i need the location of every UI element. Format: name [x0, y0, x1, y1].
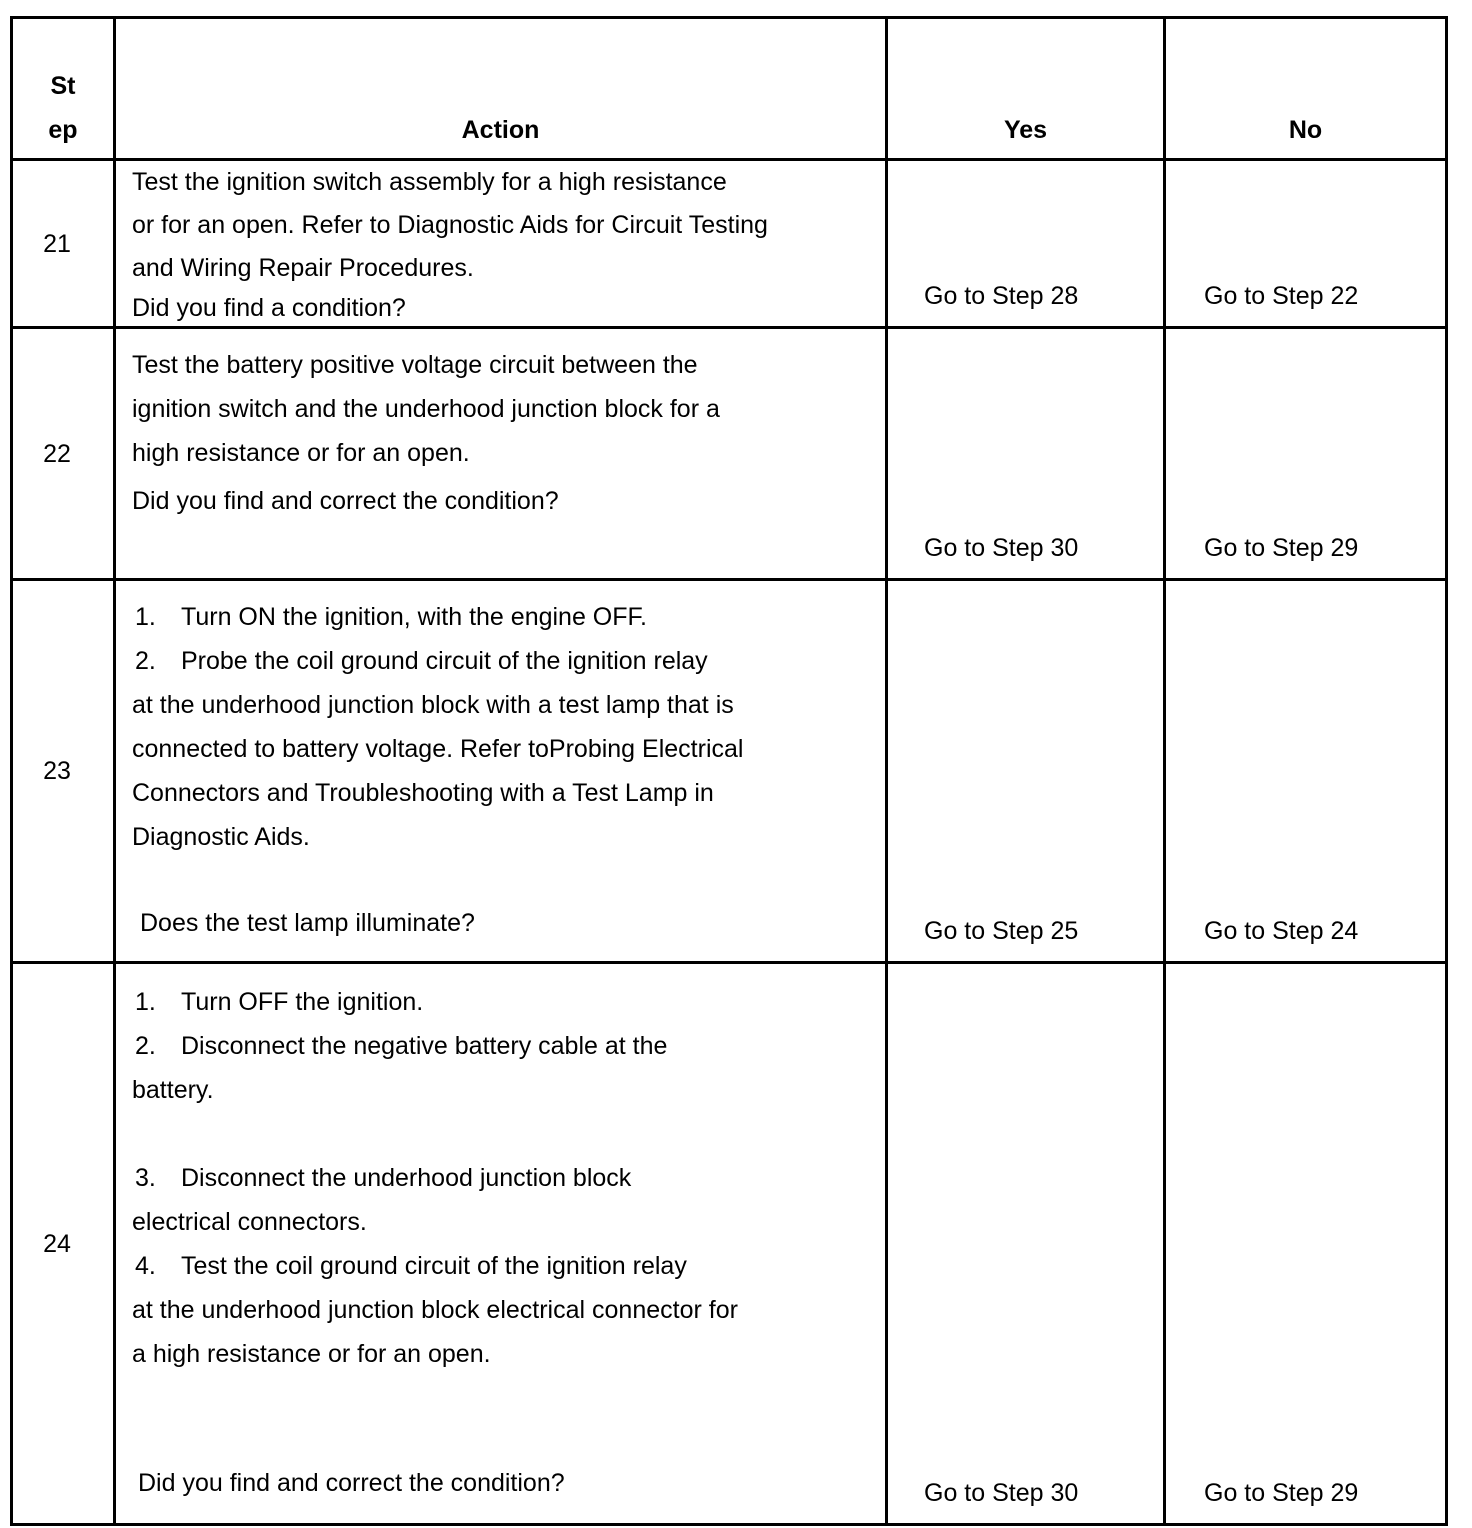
action-line: Connectors and Troubleshooting with a Test Lamp in [132, 779, 714, 807]
list-item [132, 1024, 885, 1068]
spacer [132, 1112, 885, 1156]
action-line: a high resistance or for an open. [132, 1340, 491, 1368]
step-number: 23 [12, 580, 115, 963]
action-line: ignition switch and the underhood junction block for a [132, 395, 720, 423]
action-line: Diagnostic Aids. [132, 823, 310, 851]
diagnostic-table [10, 16, 1448, 1526]
list-item-number: 1. [135, 988, 156, 1016]
list-item [132, 639, 885, 683]
action-question: Did you find a condition? [132, 294, 406, 322]
action-cell [115, 328, 887, 580]
action-line: electrical connectors. [132, 1208, 367, 1236]
list-item-number: 2. [135, 1032, 156, 1060]
list-item-text: Disconnect the underhood junction block [181, 1164, 632, 1192]
yes-cell: Go to Step 28 [887, 160, 1165, 328]
list-item-number: 3. [135, 1164, 156, 1192]
list-item-number: 4. [135, 1252, 156, 1280]
action-line: and Wiring Repair Procedures. [132, 254, 474, 282]
step-number: 24 [12, 963, 115, 1525]
action-line: Test the battery positive voltage circuit between the [132, 351, 698, 379]
list-item-text: Disconnect the negative battery cable at the [181, 1032, 668, 1060]
table-row [12, 580, 1447, 963]
action-column-header: Action [115, 18, 887, 160]
list-item-text: Turn ON the ignition, with the engine OFF. [181, 603, 647, 631]
list-item [132, 980, 885, 1024]
table-row [12, 963, 1447, 1525]
action-line: Test the ignition switch assembly for a high resistance [132, 168, 727, 196]
yes-cell: Go to Step 25 [887, 580, 1165, 963]
step-24-question: Did you find and correct the condition? [138, 1469, 565, 1497]
step-header-line2: ep [48, 116, 78, 144]
action-cell [115, 580, 887, 963]
table-row [12, 160, 1447, 328]
no-cell: Go to Step 29 [1165, 963, 1447, 1525]
action-cell [115, 963, 887, 1525]
step-number: 22 [12, 328, 115, 580]
spacer [132, 859, 885, 903]
list-item-number: 1. [135, 603, 156, 631]
no-column-header: No [1165, 18, 1447, 160]
yes-cell: Go to Step 30 [887, 963, 1165, 1525]
action-line: battery. [132, 1076, 214, 1104]
step-column-header [12, 18, 115, 160]
list-item [132, 1156, 885, 1200]
header-row [12, 18, 1447, 160]
no-cell: Go to Step 29 [1165, 328, 1447, 580]
action-line: high resistance or for an open. [132, 439, 470, 467]
list-item-number: 2. [135, 647, 156, 675]
yes-column-header: Yes [887, 18, 1165, 160]
list-item [132, 595, 885, 639]
action-line: connected to battery voltage. Refer toProbing Electrical [132, 735, 744, 763]
step-number: 21 [12, 160, 115, 328]
list-item [132, 1244, 885, 1288]
no-cell: Go to Step 24 [1165, 580, 1447, 963]
list-item-text: Test the coil ground circuit of the ignition relay [181, 1252, 687, 1280]
action-line: or for an open. Refer to Diagnostic Aids for Circuit Testing [132, 211, 768, 239]
list-item-text: Turn OFF the ignition. [181, 988, 424, 1016]
action-line: at the underhood junction block with a test lamp that is [132, 691, 734, 719]
action-question: Does the test lamp illuminate? [140, 909, 475, 937]
yes-cell: Go to Step 30 [887, 328, 1165, 580]
table-row [12, 328, 1447, 580]
action-cell [115, 160, 887, 328]
action-question: Did you find and correct the condition? [132, 487, 559, 515]
step-header-line1: St [50, 72, 76, 100]
action-line: at the underhood junction block electrical connector for [132, 1296, 738, 1324]
list-item-text: Probe the coil ground circuit of the ignition relay [181, 647, 708, 675]
no-cell: Go to Step 22 [1165, 160, 1447, 328]
